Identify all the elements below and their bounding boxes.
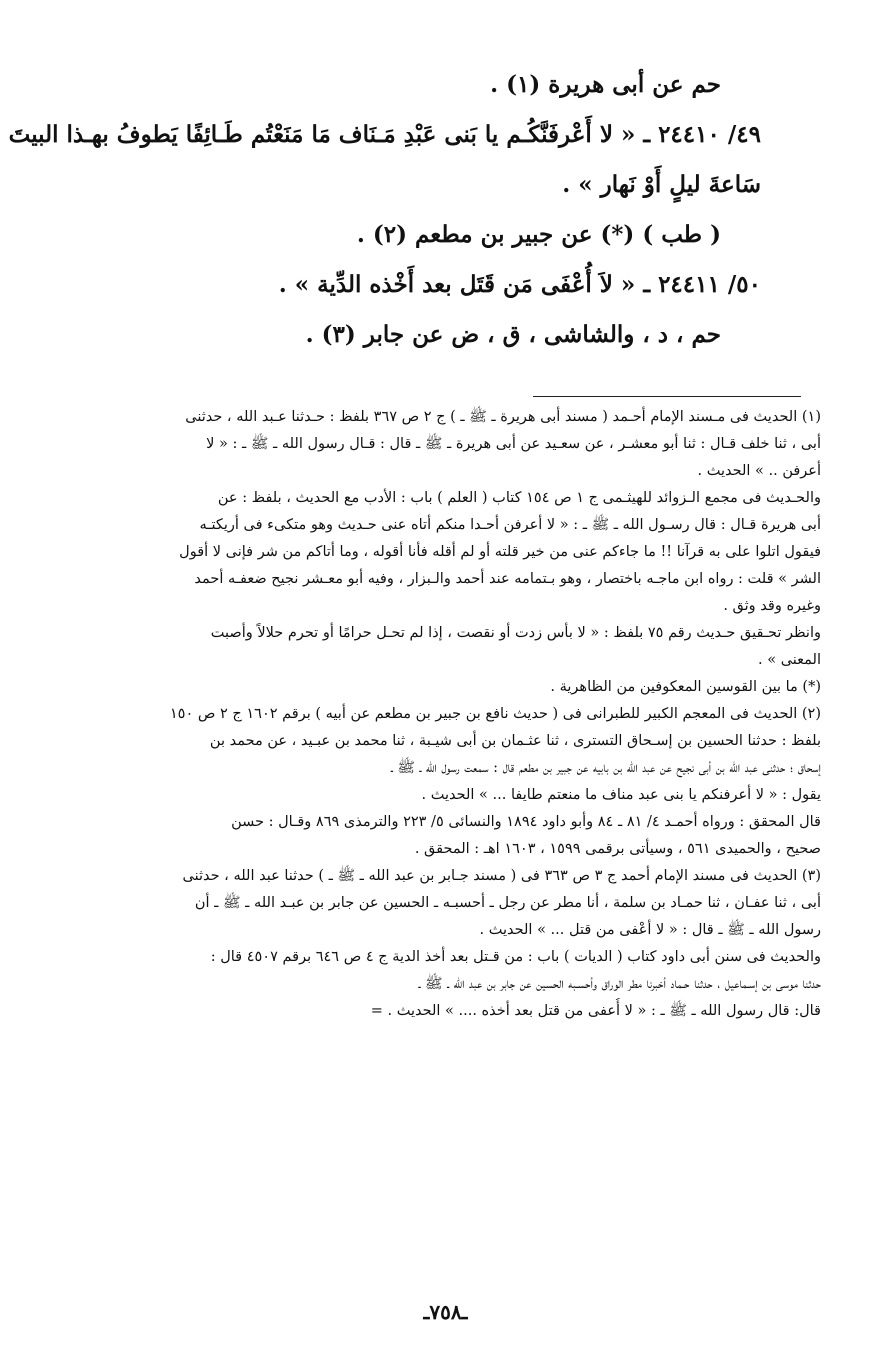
footnote-star: (*) ما بين القوسين المعكوفين من الظاهرية . [550, 679, 821, 695]
hadith-49-continuation: سَاعةَ ليلٍ أَوْ نَهار » . [562, 171, 761, 198]
footnote-line: قال المحقق : ورواه أحمـد ٤/ ٨١ ـ ٨٤ وأبو داود ١٨٩٤ والنسائى ٥/ ٢٢٣ والترمذى ٨٦٩ وقـال : حسن [231, 814, 821, 830]
footnote-line: حدثنا موسى بن إسـماعيل ، حدثنا حـماد أخبرنا مطر الوراق وأحسـبه الحسين عن جابر بن عبد الله ـ ﷺ ـ [418, 976, 821, 992]
footnote-line: (٢) الحديث فى المعجم الكبير للطبرانى فى ( حديث نافع بن جبير بن مطعم عن أبيه ) برقم ١٦٠٢ ج ٢ ص ١٥٠ [169, 706, 821, 722]
footnote-line: والحـديث فى مجمع الـزوائد للهيثـمى ج ١ ص ١٥٤ كتاب ( العلم ) باب : الأدب مع الحديث ، بلفظ : عن [217, 490, 821, 506]
footnote-line: وغيره وقد وثق . [723, 598, 821, 614]
footnote-line: المعنى » . [758, 652, 821, 668]
footnote-separator [533, 396, 801, 397]
footnote-line: بلفظ : حدثنا الحسين بن إسـحاق التسترى ، ثنا عثـمان بن أبى شيـبة ، ثنا محمد بن عبـيد ، عن محمد بن [209, 733, 821, 749]
footnote-line: قال: قال رسول الله ـ ﷺ ـ : « لا أُعفى من قتل بعد أخذه .... » الحديث . = [370, 1003, 821, 1019]
footnote-line: والحديث فى سنن أبى داود كتاب ( الديات ) باب : من قـتل بعد أخذ الدية ج ٤ ص ٦٤٦ برقم ٤٥٠٧ قال : [210, 949, 821, 965]
footnote-line: فيقول اتلوا على به قرآنا !! ما جاءكم عنى من خير قلته أو لم أقله فأنا أقوله ، وما أتاكم من شر فإنى لا أقول [179, 544, 821, 560]
footnote-line: أبى ، ثنا خلف قـال : ثنا أبو معشـر ، عن سعـيد عن أبى هريرة ـ ﷺ ـ قال : قـال رسول الله ـ ﷺ ـ : « لا [206, 436, 821, 452]
footnotes [62, 404, 821, 1025]
page-number: ـ٧٥٨ـ [423, 1300, 468, 1324]
hadith-50: ٥٠/ ٢٤٤١١ ـ « لاَ أُعْفَى مَن قَتَل بعد أَخْذه الدِّية » . [278, 271, 761, 298]
hadith-source-line: حم عن أبى هريرة (١) . [490, 71, 721, 98]
footnote-line: صحيح ، والحميدى ٥٦١ ، وسيأتى برقمى ١٥٩٩ ، ١٦٠٣ اهـ : المحقق . [414, 841, 821, 857]
footnote-line: أعرفن .. » الحديث . [697, 463, 821, 479]
hadith-source-line: ( طب ) (*) عن جبير بن مطعم (٢) . [356, 221, 721, 248]
footnote-line: أبى هريرة قـال : قال رسـول الله ـ ﷺ ـ : « لا أعرفن أحـدا منكم أتاه عنى حـديث وهو متكىء فى أريكتـه [199, 517, 821, 533]
footnote-line: أبى ، ثنا عفـان ، ثنا حمـاد بن سلمة ، أنا مطر عن رجل ـ أحسبـه ـ الحسين عن جابر بن عبـد الله ـ ﷺ ـ أن [194, 895, 821, 911]
footnote-line: إسحاق ؛ حدثنى عبد الله بن أبى نجيح عن عبد الله بن بابيه عن جبير بن مطعم قال : سمعت رسول الله ـ ﷺ ـ [390, 760, 821, 776]
main-text [8, 70, 761, 370]
footnote-line: وانظر تحـقيق حـديث رقم ٧٥ بلفظ : « لا بأس زدت أو نقصت ، إذا لم تحـل حرامًا أو تحرم حلالاً وأصبت [210, 625, 821, 641]
footnote-line: الشر » قلت : رواه ابن ماجـه باختصار ، وهو بـتمامه عند أحمد والـبزار ، وفيه أبو معـشر نجيح ضعفـه أحمد [194, 571, 821, 587]
footnote-line: (٣) الحديث فى مسند الإمام أحمد ج ٣ ص ٣٦٣ فى ( مسند جـابر بن عبد الله ـ ﷺ ـ ) حدثنا عبد الله ، حدثنى [182, 868, 821, 884]
hadith-49: ٤٩/ ٢٤٤١٠ ـ « لا أَعْرفَنَّكُـم يا بَنى عَبْدِ مَـنَاف مَا مَنَعْتُم طَـائِفًا يَطوفُ بهـذا البيتَ [8, 121, 761, 148]
footnote-line: رسول الله ـ ﷺ ـ قال : « لا أعْفى من قتل ... » الحديث . [479, 922, 821, 938]
footnote-1 [62, 404, 821, 674]
footnote-3 [62, 863, 821, 1025]
footnote-line: (١) الحديث فى مـسند الإمام أحـمد ( مسند أبى هريرة ـ ﷺ ـ ) ج ٢ ص ٣٦٧ بلفظ : حـدثنا عـبد الله ، حدثنى [185, 409, 821, 425]
hadith-source-line: حم ، د ، والشاشى ، ق ، ض عن جابر (٣) . [305, 321, 721, 348]
footnote-2 [62, 701, 821, 863]
footnote-line: يقول : « لا أعرفنكم يا بنى عبد مناف ما منعتم طايفا ... » الحديث . [421, 787, 821, 803]
